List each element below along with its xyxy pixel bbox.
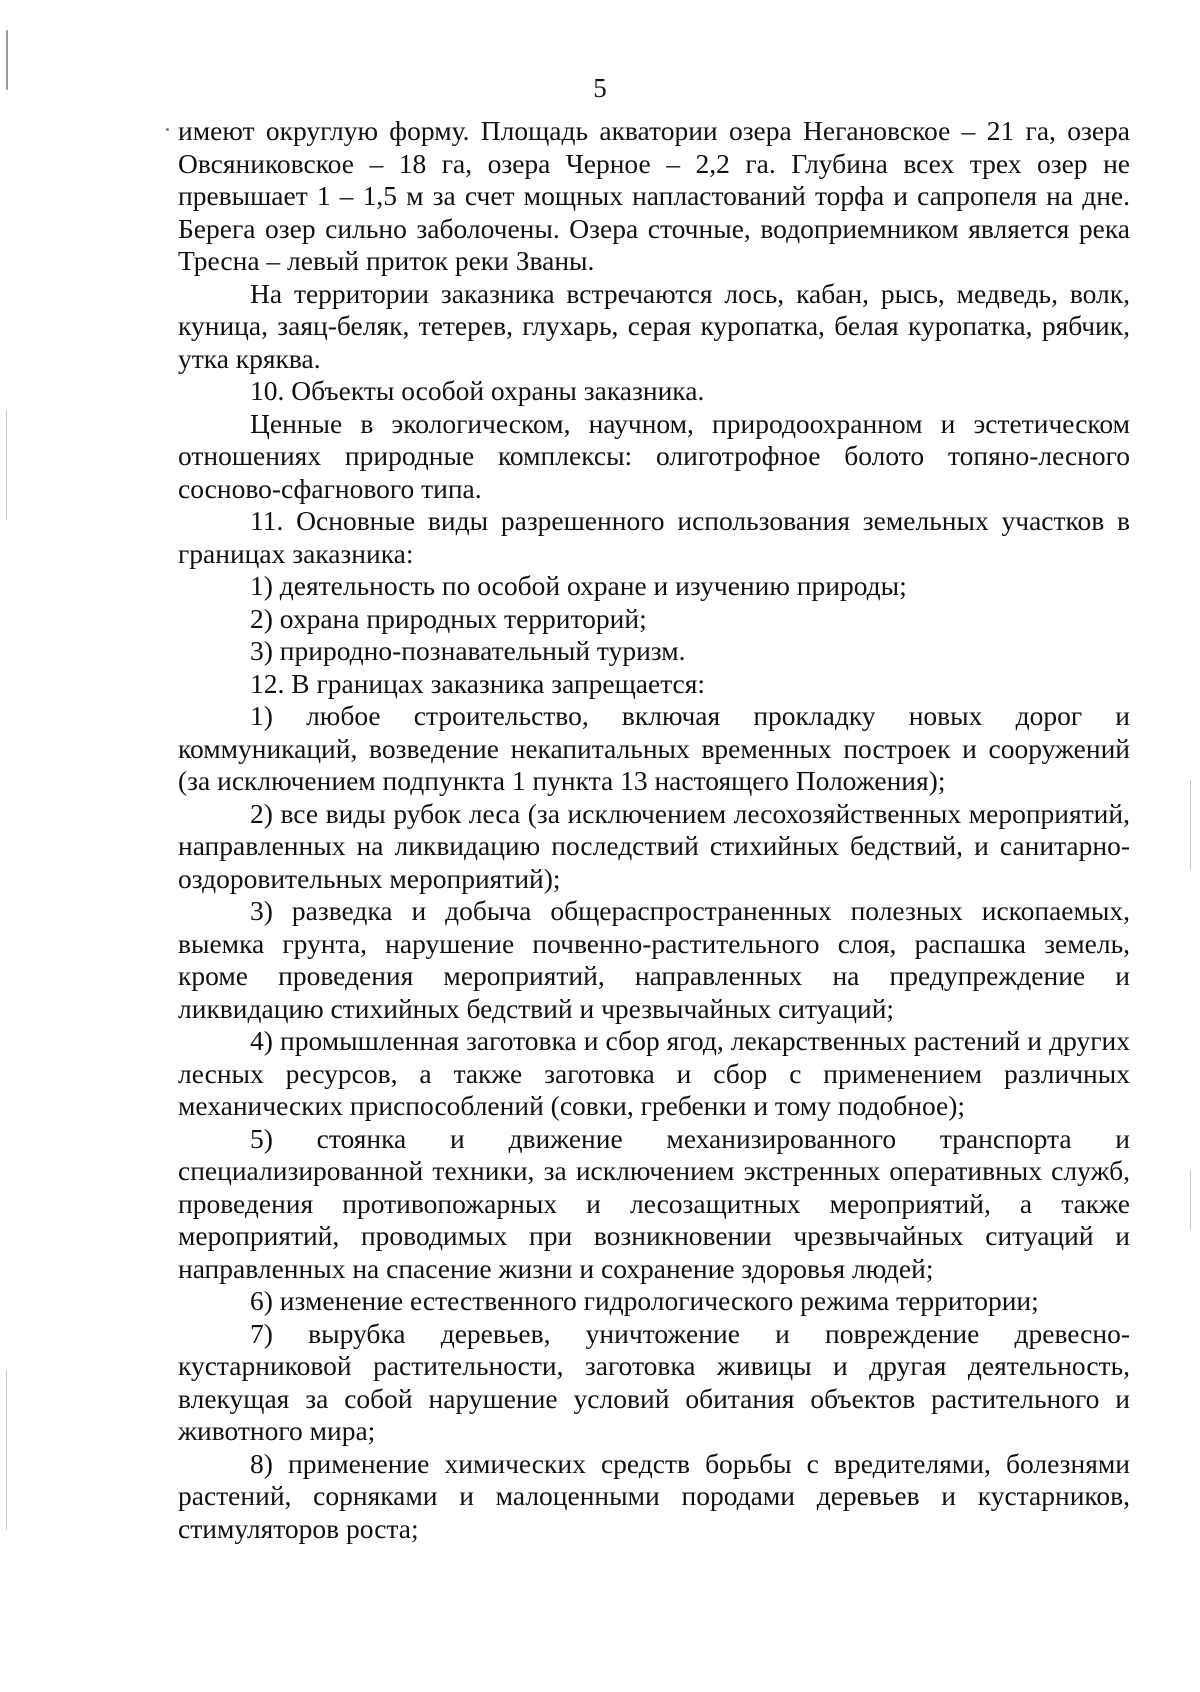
list-item-12-1: 1) любое строительство, включая прокладку новых дорог и коммуникаций, возведение некапитальных временных построек и сооружений (за исключением подпункта 1 пункта 13 настоящего Положения); xyxy=(178,700,1130,796)
list-item-12-6: 6) изменение естественного гидрологического режима территории; xyxy=(250,1285,1039,1316)
paragraph-fauna: На территории заказника встречаются лось, кабан, рысь, медведь, волк, куница, заяц-беляк, тетерев, глухарь, серая куропатка, белая куропатка, рябчик, утка кряква. xyxy=(178,277,1130,374)
section-10-heading: 10. Объекты особой охраны заказника. xyxy=(250,375,705,406)
list-item-12-8: 8) применение химических средств борьбы с вредителями, болезнями растений, сорняками и малоценными породами деревьев и кустарников, стимуляторов роста; xyxy=(178,1447,1130,1544)
document-body xyxy=(178,115,1130,1545)
scan-artifact-line xyxy=(6,1370,7,1530)
paragraph-lakes: имеют округлую форму. Площадь акватории озера Негановское – 21 га, озера Овсяниковское – 18 га, озера Черное – 2,2 га. Глубина всех трех озер не превышает 1 – 1,5 м за счет мощных напластований торфа и сапропеля на дне. Берега озер сильно заболочены. Озера сточные, водоприемником является река Тресна – левый приток реки Званы. xyxy=(178,115,1130,276)
list-item-12-5: 5) стоянка и движение механизированного транспорта и специализированной техники, за исключением экстренных оперативных служб, проведения противопожарных и лесозащитных мероприятий, а также мероприятий, проводимых при возникновении чрезвычайных ситуаций и направленных на спасение жизни и сохранение здоровья людей; xyxy=(178,1122,1130,1284)
section-11-heading: 11. Основные виды разрешенного использования земельных участков в границах заказника: xyxy=(178,505,1130,569)
list-item-11-1: 1) деятельность по особой охране и изучению природы; xyxy=(250,570,907,601)
section-12-heading: 12. В границах заказника запрещается: xyxy=(250,667,706,699)
scan-artifact-line xyxy=(6,410,7,520)
list-item-12-7: 7) вырубка деревьев, уничтожение и повреждение древесно-кустарниковой растительности, заготовка живицы и другая деятельность, влекущая за собой нарушение условий обитания объектов растительного и животного мира; xyxy=(178,1317,1130,1446)
list-item-12-3: 3) разведка и добыча общераспространенных полезных ископаемых, выемка грунта, нарушение почвенно-растительного слоя, распашка земель, кроме проведения мероприятий, направленных на предупреждение и ликвидацию стихийных бедствий и чрезвычайных ситуаций; xyxy=(178,895,1130,1024)
list-item-12-2: 2) все виды рубок леса (за исключением лесохозяйственных мероприятий, направленных на ликвидацию последствий стихийных бедствий, и санитарно-оздоровительных мероприятий); xyxy=(178,797,1130,894)
scan-artifact-line xyxy=(1190,1170,1191,1230)
list-item-12-4: 4) промышленная заготовка и сбор ягод, лекарственных растений и других лесных ресурсов, а также заготовка и сбор с применением различных механических приспособлений (совки, гребенки и тому подобное); xyxy=(178,1025,1130,1121)
list-item-11-2: 2) охрана природных территорий; xyxy=(250,602,647,634)
list-item-11-3: 3) природно-познавательный туризм. xyxy=(250,635,686,666)
paragraph-protected-objects: Ценные в экологическом, научном, природоохранном и эстетическом отношениях природные комплексы: олиготрофное болото топяно-лесного сосново-сфагнового типа. xyxy=(178,407,1130,504)
scan-artifact-line xyxy=(1190,780,1191,870)
page-number: 5 xyxy=(593,73,607,103)
scan-artifact-dot xyxy=(166,128,169,131)
